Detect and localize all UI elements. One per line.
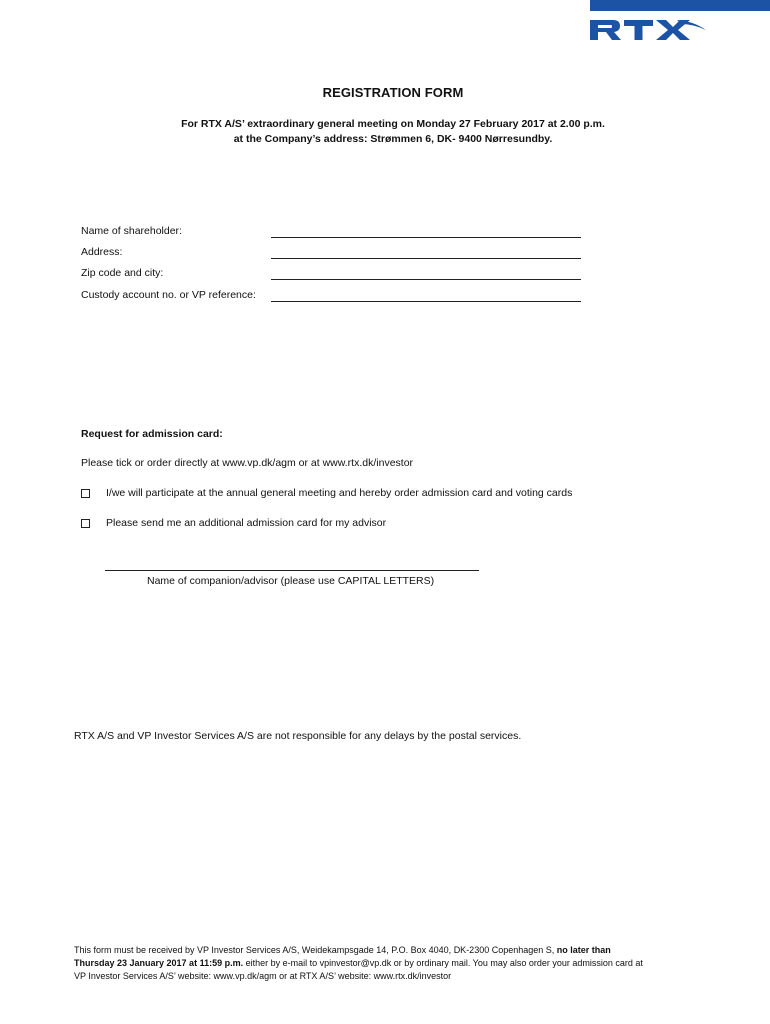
custody-account-input[interactable] [271, 301, 581, 302]
postal-disclaimer: RTX A/S and VP Investor Services A/S are not responsible for any delays by the postal services. [74, 730, 522, 742]
option-label: I/we will participate at the annual general meeting and hereby order admission card and voting cards [106, 487, 573, 499]
field-label: Name of shareholder: [81, 225, 182, 237]
advisor-card-checkbox[interactable] [81, 519, 90, 528]
footer-text: VP Investor Services A/S’ website: www.vp.dk/agm or at RTX A/S’ website: www.rtx.dk/investor [74, 971, 452, 981]
companion-label: Name of companion/advisor (please use CAPITAL LETTERS) [147, 575, 435, 587]
brand-bar [590, 0, 770, 11]
rtx-logo [589, 18, 707, 42]
field-shareholder-name [81, 225, 581, 241]
footer-text: either by e-mail to vpinvestor@vp.dk or by ordinary mail. You may also order your admission card at [245, 958, 643, 968]
field-label: Custody account no. or VP reference: [81, 289, 256, 301]
footer-deadline: no later than [556, 945, 611, 955]
field-label: Address: [81, 246, 123, 258]
footer-deadline-date: Thursday 23 January 2017 at 11:59 p.m. [74, 958, 244, 968]
meeting-details-line2: at the Company’s address: Strømmen 6, DK- 9400 Nørresundby. [233, 133, 553, 145]
field-zip-city [81, 267, 581, 283]
zip-city-input[interactable] [271, 279, 581, 280]
admission-heading: Request for admission card: [81, 428, 223, 440]
option-label: Please send me an additional admission card for my advisor [106, 517, 387, 529]
participate-checkbox[interactable] [81, 489, 90, 498]
form-title: REGISTRATION FORM [322, 85, 464, 100]
field-label: Zip code and city: [81, 267, 164, 279]
address-input[interactable] [271, 258, 581, 259]
meeting-details-line1: For RTX A/S’ extraordinary general meeting on Monday 27 February 2017 at 2.00 p.m. [181, 118, 605, 130]
companion-name-input[interactable] [105, 570, 479, 571]
footer-note [74, 944, 694, 983]
field-address [81, 246, 581, 262]
admission-instruction: Please tick or order directly at www.vp.dk/agm or at www.rtx.dk/investor [81, 457, 414, 469]
footer-text: This form must be received by VP Investor Services A/S, Weidekampsgade 14, P.O. Box 4040, DK-2300 Copenhagen S, [74, 945, 555, 955]
field-custody-account [81, 289, 581, 305]
meeting-details [0, 117, 770, 147]
shareholder-name-input[interactable] [271, 237, 581, 238]
